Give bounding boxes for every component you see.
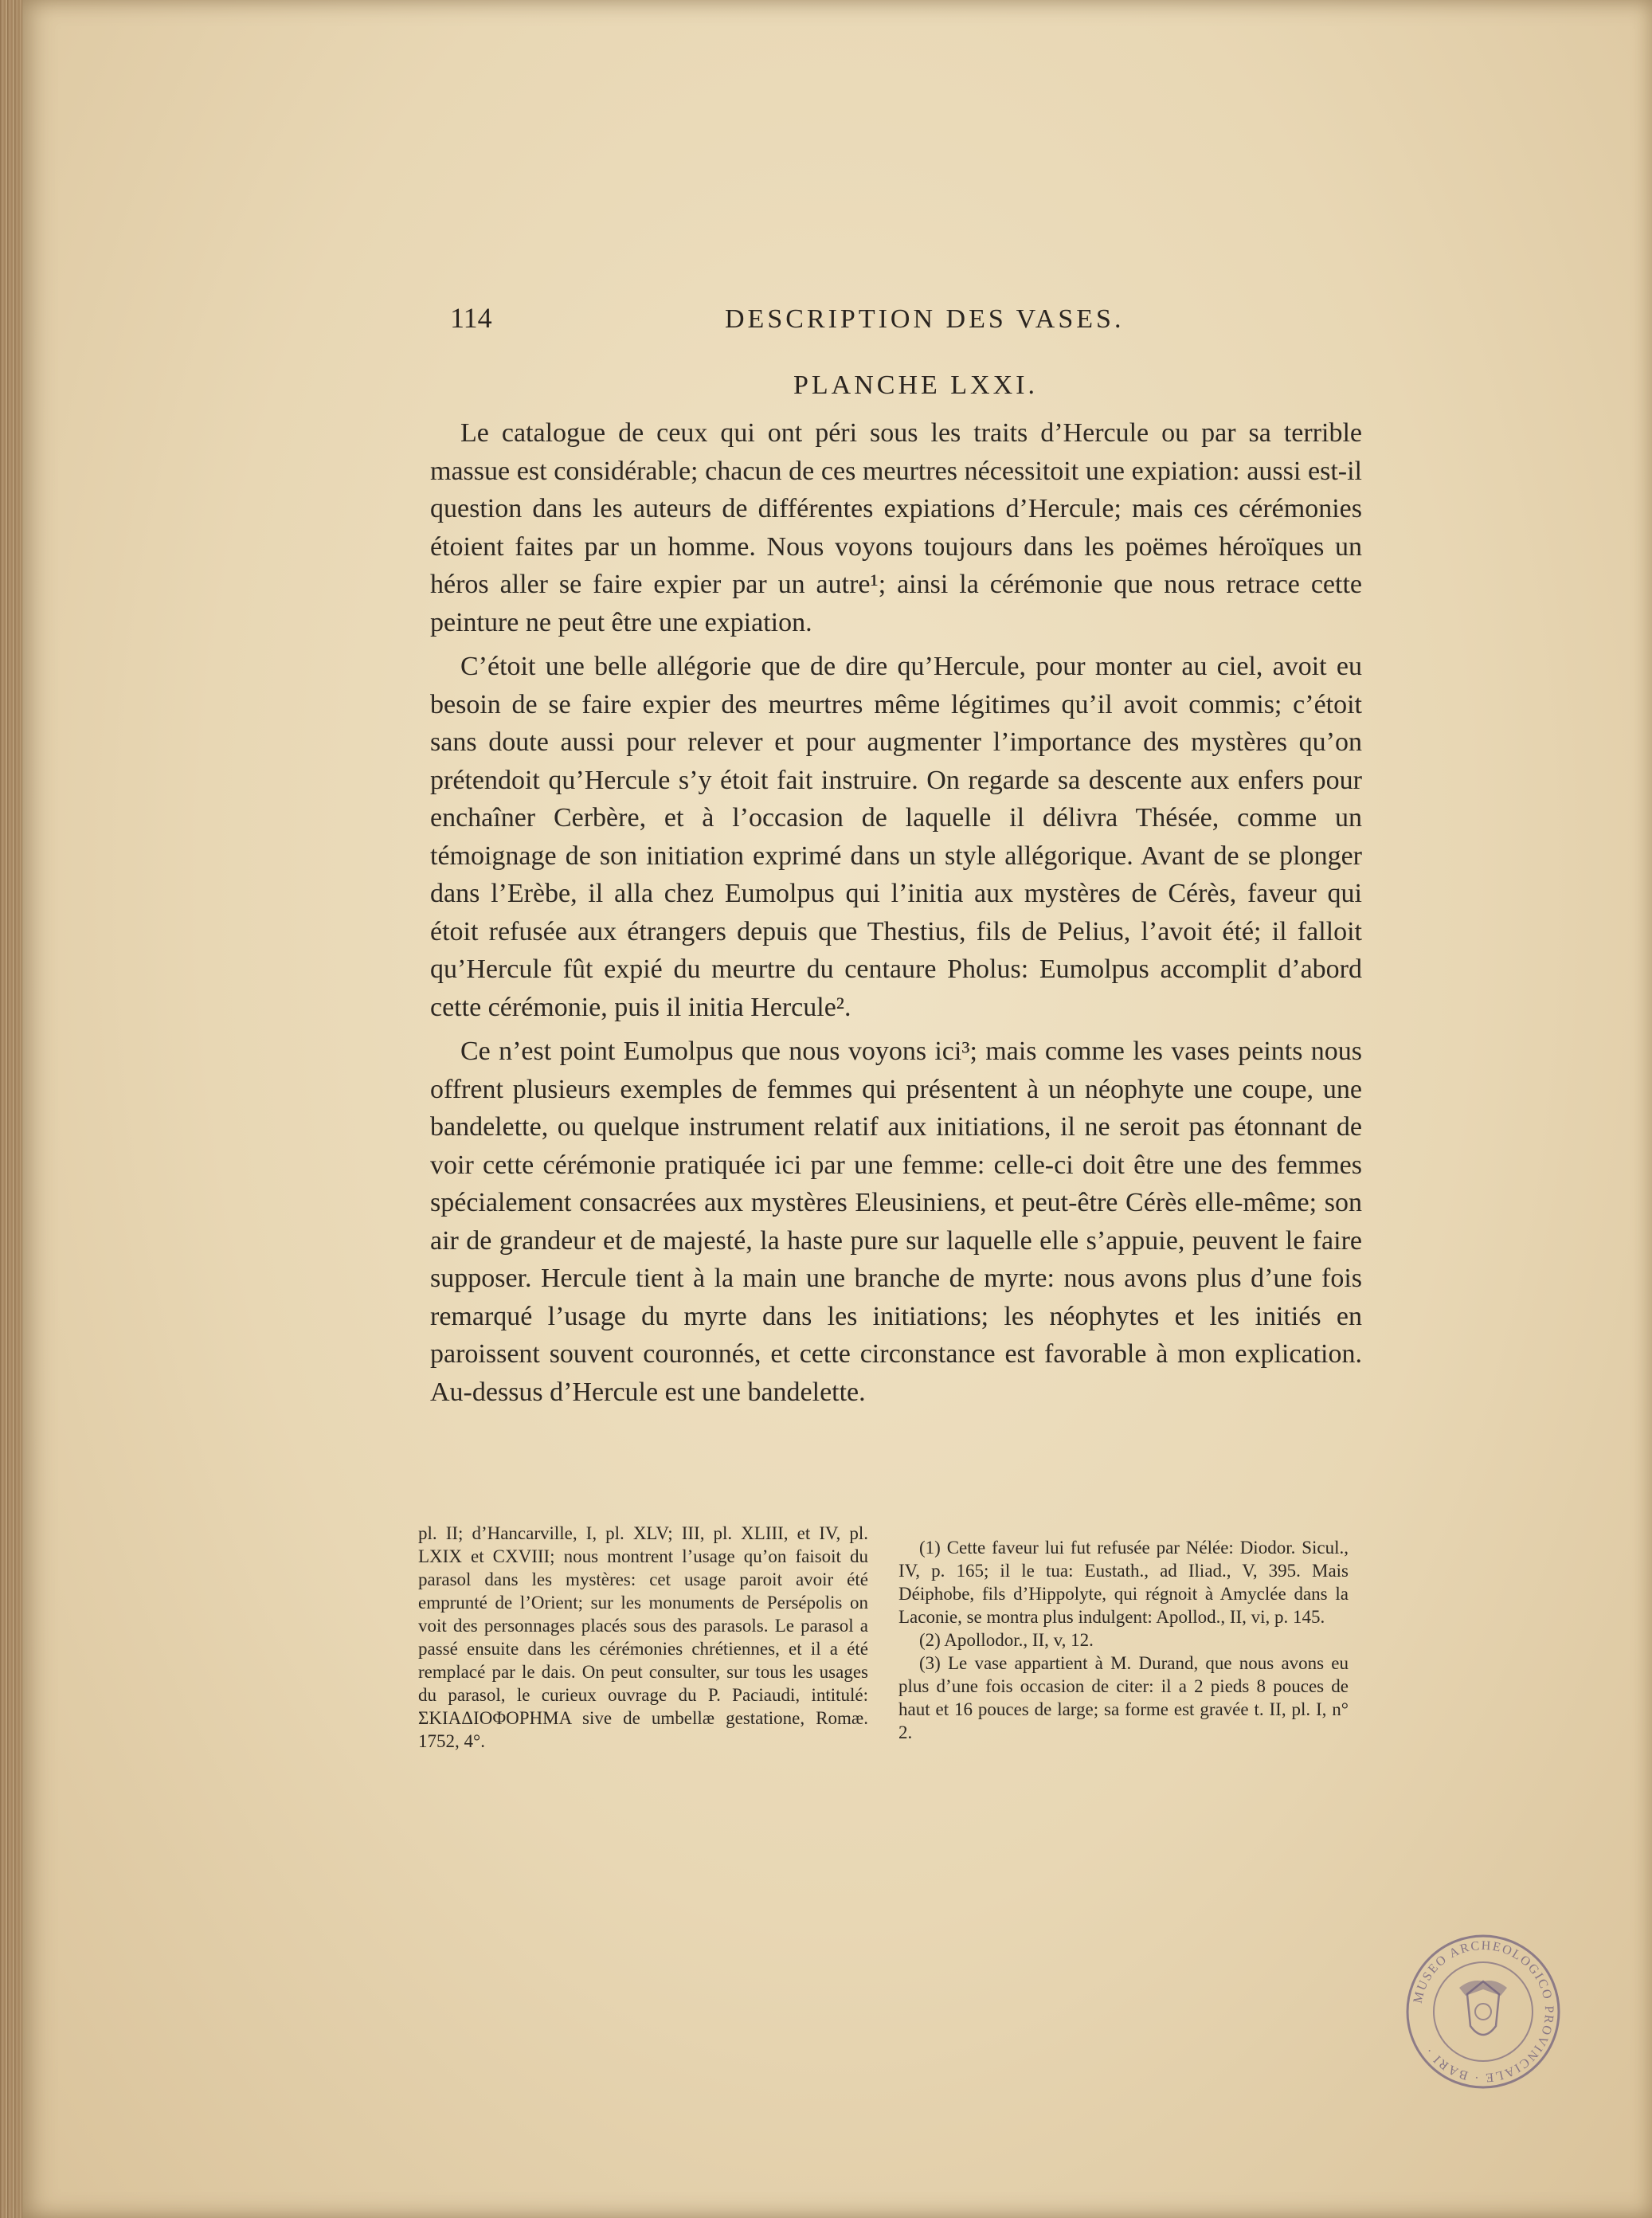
paragraph: Ce n’est point Eumolpus que nous voyons ici³; mais comme les vases peints nous offrent plusieurs exemples de femmes qui présentent à un néophyte une coupe, une bandelette, ou quelque instrument relatif aux initiations, il ne seroit pas étonnant de voir cette cérémonie pratiquée ici par une femme: celle-ci doit être une des femmes spécialement consacrées aux mystères Eleusiniens, et peut-être Cérès elle-même; son air de grandeur et de majesté, la haste pure sur laquelle elle s’appuie, peuvent le faire supposer. Hercule tient à la main une branche de myrte: nous avons plus d’une fois remarqué l’usage du myrte dans les initiations; les néophytes et les initiés en paroissent souvent couronnés, et cette circonstance est favorable à mon explication. Au-dessus d’Hercule est une bandelette. — [430, 1037, 1362, 1407]
footnote-continuation: pl. II; d’Hancarville, I, pl. XLV; III, pl. XLIII, et IV, pl. LXIX et CXVIII; nous montrent l’usage qu’on faisoit du parasol dans les mystères: cet usage paroit avoir été emprunté de l’Orient; sur les monuments de Persépolis on voit des personnages placés sous des parasols. Le parasol a passé ensuite dans les cérémonies chrétiennes, et il a été remplacé par le dais. On peut consulter, sur tous les usages du parasol, le curieux ouvrage du P. Paciaudi, intitulé: ΣΚΙΑΔΙΟΦΟΡΗΜΑ sive de umbellæ gestatione, Romæ. 1752, 4°. — [418, 1523, 868, 1751]
footnote-1: (1) Cette faveur lui fut refusée par Nélée: Diodor. Sicul., IV, p. 165; il le tua: Eustath., ad Iliad., V, 395. Mais Déiphobe, fils d’Hippolyte, qui régnoit à Amyclée dans la Laconie, se montra plus indulgent: Apollod., II, vi, p. 145. — [898, 1538, 1349, 1627]
running-title: DESCRIPTION DES VASES. — [725, 304, 1125, 334]
main-text — [430, 414, 1362, 1417]
footnote-2: (2) Apollodor., II, v, 12. — [919, 1630, 1094, 1650]
paragraph: Le catalogue de ceux qui ont péri sous les traits d’Hercule ou par sa terrible massue est considérable; chacun de ces meurtres nécessitoit une expiation: aussi est-il question dans les auteurs de différentes expiations d’Hercule; mais ces cérémonies étoient faites par un homme. Nous voyons toujours dans les poëmes héroïques un héros aller se faire expier par un autre¹; ainsi la cérémonie que nous retrace cette peinture ne peut être une expiation. — [430, 418, 1362, 637]
plate-title: PLANCHE LXXI. — [793, 370, 1038, 400]
paragraph: C’étoit une belle allégorie que de dire qu’Hercule, pour monter au ciel, avoit eu besoin de se faire expier des meurtres même légitimes qu’il avoit commis; c’étoit sans doute aussi pour relever et pour augmenter l’importance des mystères qu’on prétendoit qu’Hercule s’y étoit fait instruire. On regarde sa descente aux enfers pour enchaîner Cerbère, et à l’occasion de laquelle il délivra Thésée, comme un témoignage de son initiation exprimé dans un style allégorique. Avant de se plonger dans l’Erèbe, il alla chez Eumolpus qui l’initia aux mystères de Cérès, faveur qui étoit refusée aux étrangers depuis que Thestius, fils de Pelius, l’avoit été; il falloit qu’Hercule fût expié du meurtre du centaure Pholus: Eumolpus accomplit d’abord cette cérémonie, puis il initia Hercule². — [430, 652, 1362, 1022]
page-number: 114 — [450, 302, 492, 334]
svg-text:MUSEO ARCHEOLOGICO PROVINCIALE: MUSEO ARCHEOLOGICO PROVINCIALE · BARI · — [1411, 1938, 1556, 2085]
footnotes-left-column — [418, 1522, 868, 1753]
page-header — [450, 301, 1374, 341]
footnotes-right-column — [898, 1536, 1349, 1744]
museum-stamp — [1403, 1932, 1563, 2091]
museum-stamp-seal-icon — [1403, 1932, 1563, 2091]
footnote-3: (3) Le vase appartient à M. Durand, que nous avons eu plus d’une fois occasion de citer: il a 2 pieds 8 pouces de haut et 16 pouces de large; sa forme est gravée t. II, pl. I, n° 2. — [898, 1653, 1349, 1742]
